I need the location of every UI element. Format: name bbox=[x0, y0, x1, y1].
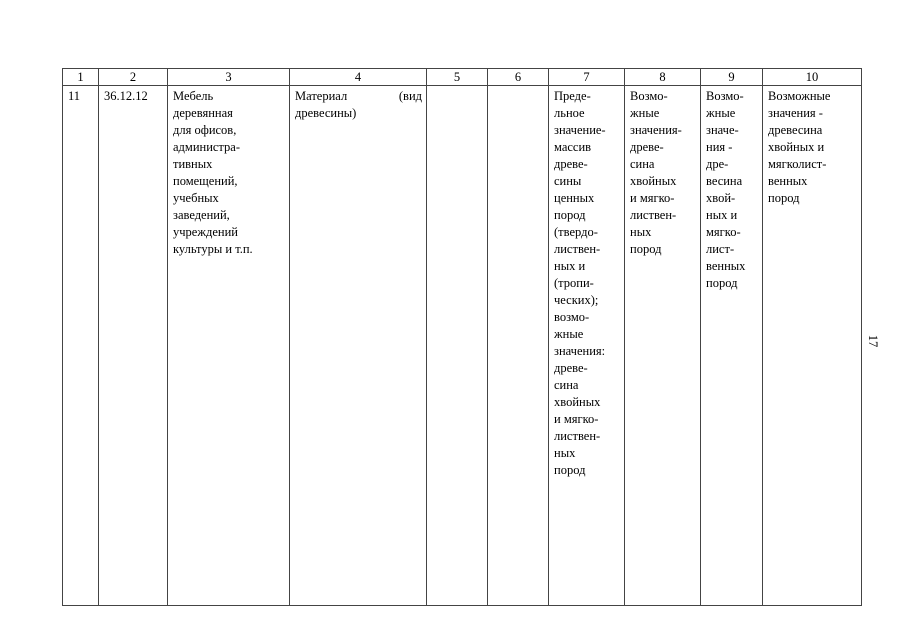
cell-text-line: деревянная bbox=[173, 106, 233, 120]
header-cell-9: 9 bbox=[701, 69, 763, 86]
header-cell-8: 8 bbox=[625, 69, 701, 86]
cell-text-line: культуры и т.п. bbox=[173, 242, 253, 256]
cell-text-line: дре- bbox=[706, 157, 729, 171]
header-cell-4: 4 bbox=[290, 69, 427, 86]
cell-text-line: сина bbox=[554, 378, 579, 392]
header-row bbox=[63, 69, 862, 86]
cell-text-line: древесина bbox=[768, 123, 823, 137]
cell-text-line: значение- bbox=[554, 123, 606, 137]
cell-text-line: мягколист- bbox=[768, 157, 827, 171]
cell-text-line: учебных bbox=[173, 191, 219, 205]
characteristic-line-1-right: (вид bbox=[398, 89, 422, 103]
cell-text-line: пород bbox=[706, 276, 738, 290]
cell-text-line: пород bbox=[768, 191, 800, 205]
cell-text-line: ных bbox=[554, 446, 576, 460]
cell-text-line: администра- bbox=[173, 140, 241, 154]
cell-text-line: значения: bbox=[554, 344, 606, 358]
header-cell-6: 6 bbox=[488, 69, 549, 86]
cell-text-line: Возмо- bbox=[630, 89, 668, 103]
possible-values-cell-8 bbox=[625, 86, 701, 606]
cell-text-line: ных и bbox=[706, 208, 738, 222]
cell-text-line: пород bbox=[554, 208, 586, 222]
cell-text-line: листвен- bbox=[630, 208, 677, 222]
cell-text-line: хвой- bbox=[706, 191, 736, 205]
cell-text-line: льное bbox=[554, 106, 585, 120]
header-cell-2: 2 bbox=[99, 69, 168, 86]
cell-text-line: хвойных bbox=[554, 395, 601, 409]
cell-text-line: Мебель bbox=[173, 89, 214, 103]
cell-text-line: хвойных bbox=[630, 174, 677, 188]
cell-text-line: жные bbox=[630, 106, 660, 120]
header-cell-10: 10 bbox=[763, 69, 862, 86]
cell-text-line: массив bbox=[554, 140, 592, 154]
characteristic-line-1 bbox=[295, 88, 422, 105]
cell-text-line: весина bbox=[706, 174, 743, 188]
cell-text-line: заведений, bbox=[173, 208, 230, 222]
header-cell-1: 1 bbox=[63, 69, 99, 86]
cell-text-line: ния - bbox=[706, 140, 733, 154]
characteristic-line-2: древесины) bbox=[295, 106, 357, 120]
cell-text-line: ных bbox=[630, 225, 652, 239]
cell-text-line: жные bbox=[706, 106, 736, 120]
cell-text-line: помещений, bbox=[173, 174, 238, 188]
characteristic-line-1-left: Материал bbox=[295, 89, 348, 103]
characteristic-cell bbox=[290, 86, 427, 606]
product-name-cell bbox=[168, 86, 290, 606]
cell-text-line: и мягко- bbox=[554, 412, 599, 426]
cell-text-line: венных bbox=[706, 259, 746, 273]
cell-text-line: венных bbox=[768, 174, 808, 188]
cell-text-line: пород bbox=[630, 242, 662, 256]
document-table bbox=[62, 68, 862, 606]
cell-text-line: сина bbox=[630, 157, 655, 171]
cell-text-line: значения- bbox=[630, 123, 682, 137]
cell-text-line: ценных bbox=[554, 191, 595, 205]
cell-text-line: и мягко- bbox=[630, 191, 675, 205]
cell-text-line: листвен- bbox=[554, 429, 601, 443]
cell-text-line: жные bbox=[554, 327, 584, 341]
header-cell-5: 5 bbox=[427, 69, 488, 86]
cell-text-line: пород bbox=[554, 463, 586, 477]
cell-text-line: сины bbox=[554, 174, 582, 188]
cell-text-line: возмо- bbox=[554, 310, 590, 324]
cell-text-line: учреждений bbox=[173, 225, 238, 239]
page-number: 17 bbox=[866, 334, 880, 348]
cell-text-line: ных и bbox=[554, 259, 586, 273]
cell-text-line: лист- bbox=[706, 242, 735, 256]
cell-text-line: мягко- bbox=[706, 225, 741, 239]
column-6-cell bbox=[488, 86, 549, 606]
cell-text-line: значе- bbox=[706, 123, 739, 137]
cell-text-line: значения - bbox=[768, 106, 823, 120]
column-5-cell bbox=[427, 86, 488, 606]
code-cell: 36.12.12 bbox=[99, 86, 168, 606]
cell-text-line: Преде- bbox=[554, 89, 591, 103]
cell-text-line: древе- bbox=[630, 140, 664, 154]
row-number-cell: 11 bbox=[63, 86, 99, 606]
cell-text-line: Возможные bbox=[768, 89, 831, 103]
possible-values-cell-10 bbox=[763, 86, 862, 606]
possible-values-cell-9 bbox=[701, 86, 763, 606]
header-cell-3: 3 bbox=[168, 69, 290, 86]
header-cell-7: 7 bbox=[549, 69, 625, 86]
cell-text-line: Возмо- bbox=[706, 89, 744, 103]
table-row bbox=[63, 86, 862, 606]
cell-text-line: ческих); bbox=[554, 293, 599, 307]
cell-text-line: хвойных и bbox=[768, 140, 825, 154]
limit-value-cell bbox=[549, 86, 625, 606]
cell-text-line: листвен- bbox=[554, 242, 601, 256]
cell-text-line: (твердо- bbox=[554, 225, 598, 239]
cell-text-line: тивных bbox=[173, 157, 213, 171]
cell-text-line: древе- bbox=[554, 157, 588, 171]
cell-text-line: для офисов, bbox=[173, 123, 237, 137]
cell-text-line: (тропи- bbox=[554, 276, 594, 290]
cell-text-line: древе- bbox=[554, 361, 588, 375]
